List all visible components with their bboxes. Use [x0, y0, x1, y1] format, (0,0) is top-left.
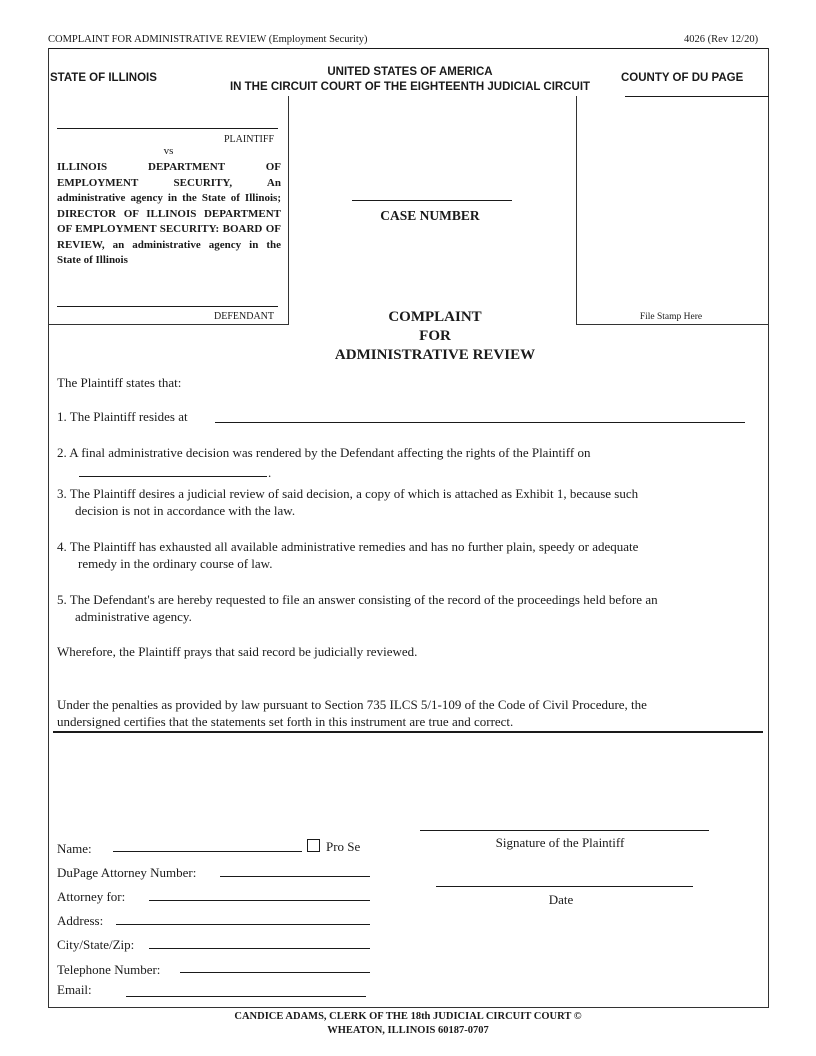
email-field[interactable] — [126, 996, 366, 997]
item-4-line-2: remedy in the ordinary course of law. — [78, 556, 273, 571]
title-line-2: FOR — [419, 328, 451, 344]
item-2-text: 2. A final administrative decision was rendered by the Defendant affecting the rights of the Plaintiff on — [57, 445, 591, 460]
decision-date-line[interactable] — [79, 476, 267, 477]
name-label: Name: — [57, 841, 92, 856]
item-2-period: . — [268, 465, 272, 480]
form-title: COMPLAINT FOR ADMINISTRATIVE REVIEW (Employment Security) — [48, 34, 368, 45]
attorney-for-field[interactable] — [149, 900, 370, 901]
defendant-name-line[interactable] — [57, 306, 278, 307]
circuit-label: IN THE CIRCUIT COURT OF THE EIGHTEENTH JUDICIAL CIRCUIT — [229, 81, 591, 93]
plaintiff-name-line[interactable] — [57, 128, 278, 129]
signature-label: Signature of the Plaintiff — [495, 835, 625, 850]
county-label: COUNTY OF DU PAGE — [621, 72, 744, 84]
email-label: Email: — [57, 982, 92, 997]
item-4-line-1: 4. The Plaintiff has exhausted all available administrative remedies and has no further plain, speedy or adequate — [57, 539, 639, 554]
item-1-text: 1. The Plaintiff resides at — [57, 409, 188, 424]
telephone-label: Telephone Number: — [57, 962, 161, 977]
file-stamp-label: File Stamp Here — [639, 312, 703, 322]
defendant-label: DEFENDANT — [214, 311, 274, 322]
footer-line-2: WHEATON, ILLINOIS 60187-0707 — [327, 1024, 489, 1036]
penalty-line-1: Under the penalties as provided by law pursuant to Section 735 ILCS 5/1-109 of the Code of Civil Procedure, the — [57, 697, 647, 712]
name-field[interactable] — [113, 851, 302, 852]
country-label: UNITED STATES OF AMERICA — [327, 66, 493, 78]
attorney-number-label: DuPage Attorney Number: — [57, 865, 197, 880]
item-3-line-1: 3. The Plaintiff desires a judicial review of said decision, a copy of which is attached as Exhibit 1, because such — [57, 486, 639, 501]
date-label: Date — [548, 892, 574, 907]
case-number-line[interactable] — [352, 200, 512, 201]
item-5-line-1: 5. The Defendant's are hereby requested to file an answer consisting of the record of the proceedings held before an — [57, 592, 658, 607]
city-state-zip-label: City/State/Zip: — [57, 937, 135, 952]
footer-line-1: CANDICE ADAMS, CLERK OF THE 18th JUDICIAL CIRCUIT COURT © — [234, 1011, 582, 1022]
attorney-number-field[interactable] — [220, 876, 370, 877]
penalty-rule — [53, 731, 763, 733]
file-stamp-box — [576, 96, 769, 325]
case-number-label: CASE NUMBER — [380, 208, 480, 223]
vs-label: vs — [163, 145, 174, 157]
date-line[interactable] — [436, 886, 693, 887]
item-5-line-2: administrative agency. — [75, 609, 192, 624]
city-state-zip-field[interactable] — [149, 948, 370, 949]
plaintiff-label: PLAINTIFF — [224, 134, 275, 145]
document-title — [290, 308, 580, 365]
address-label: Address: — [57, 913, 104, 928]
title-line-1: COMPLAINT — [388, 309, 482, 325]
signature-line[interactable] — [420, 830, 709, 831]
item-3-line-2: decision is not in accordance with the law. — [75, 503, 296, 518]
defendant-description: ILLINOIS DEPARTMENT OF EMPLOYMENT SECURITY, An administrative agency in the State of Illinois; DIRECTOR OF ILLINOIS DEPARTMENT OF EMPLOYMENT SECURITY: BOARD OF REVIEW, an administrative agency in the State of Illinois — [57, 161, 281, 266]
wherefore-text: Wherefore, the Plaintiff prays that said record be judicially reviewed. — [57, 644, 418, 659]
pro-se-checkbox[interactable] — [307, 839, 320, 852]
residence-line[interactable] — [215, 422, 745, 423]
telephone-field[interactable] — [180, 972, 370, 973]
pro-se-label: Pro Se — [326, 839, 361, 854]
title-line-3: ADMINISTRATIVE REVIEW — [334, 347, 536, 363]
state-label: STATE OF ILLINOIS — [50, 72, 157, 84]
intro-text: The Plaintiff states that: — [57, 375, 182, 390]
footer — [48, 1010, 768, 1037]
attorney-for-label: Attorney for: — [57, 889, 126, 904]
form-number: 4026 (Rev 12/20) — [684, 34, 759, 45]
address-field[interactable] — [116, 924, 370, 925]
penalty-line-2: undersigned certifies that the statements set forth in this instrument are true and correct. — [57, 714, 514, 729]
